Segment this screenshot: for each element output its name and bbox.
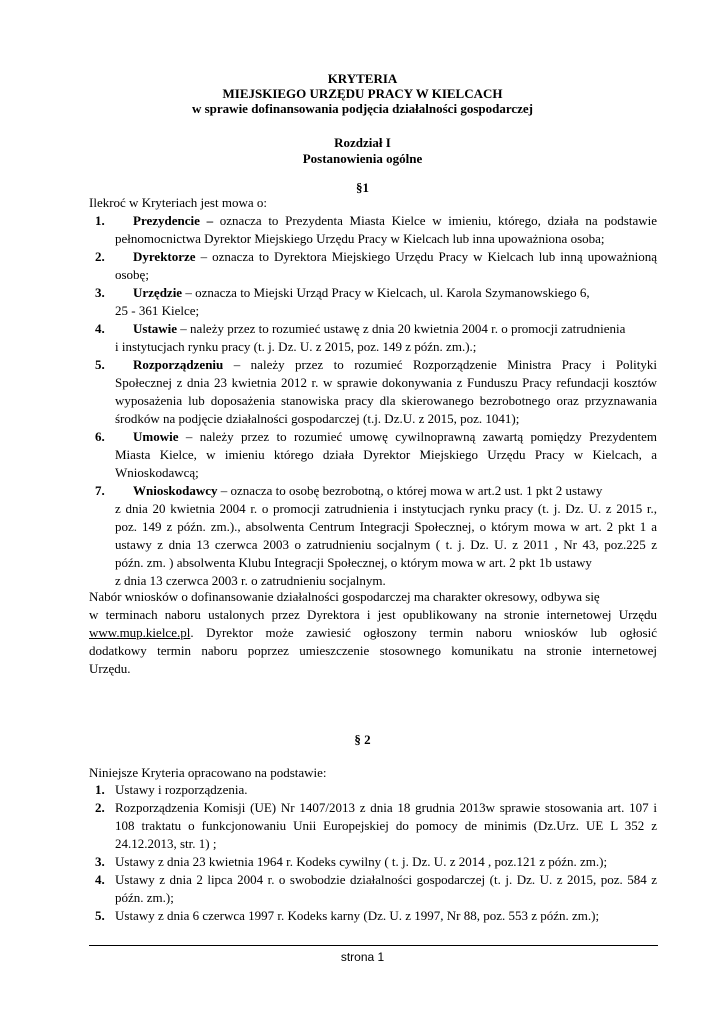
footer-divider bbox=[89, 945, 658, 946]
list-item-number: 5. bbox=[95, 908, 105, 923]
list-item-number: 1. bbox=[95, 213, 105, 228]
document-title: KRYTERIA bbox=[327, 71, 398, 86]
definition-text: – należy przez to rozumieć ustawę z dnia 20 kwietnia 2004 r. o promocji zatrudnienia bbox=[180, 321, 626, 336]
section-heading-2: § 2 bbox=[354, 732, 371, 747]
basis-item-line: 24.12.2013, str. 1) ; bbox=[115, 836, 217, 851]
section1-intro: Ilekroć w Kryteriach jest mowa o: bbox=[89, 195, 267, 210]
section-heading-1: §1 bbox=[356, 180, 369, 195]
paragraph-line: Urzędu. bbox=[89, 661, 131, 676]
definition-line: późn. zm. ) absolwenta Klubu Integracji Społecznej, o którym mowa w art. 2 pkt 1b ustawy bbox=[115, 555, 592, 570]
list-item-number: 3. bbox=[95, 285, 105, 300]
definition-text: – oznacza to Miejski Urząd Pracy w Kielcach, ul. Karola Szymanowskiego 6, bbox=[185, 285, 590, 300]
basis-item-line: późn. zm.); bbox=[115, 890, 174, 905]
definition-line: poz. 149 z późn. zm.)., absolwenta Centrum Integracji Społecznej, o którym mowa w art. 2 pkt 1 a bbox=[115, 519, 657, 534]
definition-term: Prezydencie – bbox=[133, 213, 214, 228]
definition-text: – należy przez to rozumieć umowę cywilnoprawną zawartą pomiędzy Prezydentem bbox=[185, 429, 658, 444]
paragraph-text: . Dyrektor może zawiesić ogłoszony termin naboru wniosków lub ogłosić bbox=[190, 625, 657, 640]
list-item-number: 5. bbox=[95, 357, 105, 372]
definition-item bbox=[133, 429, 657, 445]
list-item-number: 1. bbox=[95, 782, 105, 797]
list-item-number: 7. bbox=[95, 483, 105, 498]
definition-line: ustawy z dnia 13 czerwca 2003 o zatrudnieniu socjalnym ( t. j. Dz. U. z 2011 , Nr 43, poz.225 z bbox=[115, 537, 657, 552]
list-item-number: 2. bbox=[95, 800, 105, 815]
definition-line: 25 - 361 Kielce; bbox=[115, 303, 200, 318]
chapter-title: Postanowienia ogólne bbox=[302, 151, 423, 166]
basis-item: Ustawy z dnia 6 czerwca 1997 r. Kodeks karny (Dz. U. z 1997, Nr 88, poz. 553 z późn. zm.); bbox=[115, 908, 600, 923]
list-item-number: 4. bbox=[95, 872, 105, 887]
definition-line: wyposażenia lub doposażenia stanowiska pracy dla skierowanego bezrobotnego oraz przyznawania bbox=[115, 393, 657, 408]
basis-item: Rozporządzenia Komisji (UE) Nr 1407/2013 z dnia 18 grudnia 2013w sprawie stosowania art. 107 i bbox=[115, 800, 657, 815]
section2-intro: Niniejsze Kryteria opracowano na podstawie: bbox=[89, 765, 327, 780]
definition-line: i instytucjach rynku pracy (t. j. Dz. U. z 2015, poz. 149 z późn. zm.).; bbox=[115, 339, 477, 354]
website-link[interactable]: www.mup.kielce.pl bbox=[89, 625, 191, 640]
list-item-number: 4. bbox=[95, 321, 105, 336]
definition-item bbox=[133, 321, 625, 337]
definition-term: Ustawie bbox=[133, 321, 178, 336]
paragraph-line bbox=[89, 625, 657, 641]
paragraph-line: dodatkowy termin naboru poprzez umieszczenie stosownego komunikatu na stronie internetowej bbox=[89, 643, 657, 658]
definition-item bbox=[133, 249, 657, 265]
basis-item-line: 108 traktatu o funkcjonowaniu Unii Europejskiej do pomocy de minimis (Dz.Urz. UE L 352 z bbox=[115, 818, 657, 833]
paragraph-line: Nabór wniosków o dofinansowanie działalności gospodarczej ma charakter okresowy, odbywa się bbox=[89, 589, 600, 604]
definition-text: – należy przez to rozumieć Rozporządzenie Ministra Pracy i Polityki bbox=[233, 357, 657, 372]
definition-term: Urzędzie bbox=[133, 285, 183, 300]
list-item-number: 3. bbox=[95, 854, 105, 869]
definition-line: środków na podjęcie działalności gospodarczej (t.j. Dz.U. z 2015, poz. 1041); bbox=[115, 411, 520, 426]
definition-text: – oznacza to Dyrektora Miejskiego Urzędu Pracy w Kielcach lub inną upoważnioną bbox=[200, 249, 658, 264]
definition-term: Wnioskodawcy bbox=[133, 483, 218, 498]
definition-line: Społecznej z dnia 23 kwietnia 2012 r. w sprawie dokonywania z Funduszu Pracy refundacji kosztów bbox=[115, 375, 657, 390]
definition-item bbox=[133, 213, 657, 229]
document-subtitle: w sprawie dofinansowania podjęcia działalności gospodarczej bbox=[191, 101, 534, 116]
paragraph-line: w terminach naboru ustalonych przez Dyrektora i jest opublikowany na stronie internetowej Urzędu bbox=[89, 607, 657, 622]
list-item-number: 6. bbox=[95, 429, 105, 444]
definition-line: Wnioskodawcą; bbox=[115, 465, 199, 480]
basis-item: Ustawy i rozporządzenia. bbox=[115, 782, 248, 797]
definition-text: – oznacza to osobę bezrobotną, o której mowa w art.2 ust. 1 pkt 2 ustawy bbox=[220, 483, 603, 498]
definition-item bbox=[133, 357, 657, 373]
definition-line: Miasta Kielce, w imieniu którego działa Dyrektor Miejskiego Urzędu Pracy w Kielcach, a bbox=[115, 447, 657, 462]
list-item-number: 2. bbox=[95, 249, 105, 264]
definition-text: oznacza to Prezydenta Miasta Kielce w imieniu, którego, działa na podstawie bbox=[219, 213, 657, 228]
definition-line: osobę; bbox=[115, 267, 149, 282]
definition-term: Umowie bbox=[133, 429, 179, 444]
definition-item bbox=[133, 483, 602, 499]
definition-line: z dnia 13 czerwca 2003 r. o zatrudnieniu socjalnym. bbox=[115, 573, 386, 588]
chapter-heading: Rozdział I bbox=[334, 135, 391, 150]
definition-line: pełnomocnictwa Dyrektor Miejskiego Urzędu Pracy w Kielcach lub inna upoważniona osoba; bbox=[115, 231, 605, 246]
basis-item: Ustawy z dnia 23 kwietnia 1964 r. Kodeks cywilny ( t. j. Dz. U. z 2014 , poz.121 z późn. zm.); bbox=[115, 854, 608, 869]
page-number: strona 1 bbox=[340, 950, 385, 964]
definition-item bbox=[133, 285, 590, 301]
definition-term: Rozporządzeniu bbox=[133, 357, 224, 372]
definition-term: Dyrektorze bbox=[133, 249, 196, 264]
basis-item: Ustawy z dnia 2 lipca 2004 r. o swobodzie działalności gospodarczej (t. j. Dz. U. z 2015, poz. 584 z bbox=[115, 872, 657, 887]
document-title-line2: MIEJSKIEGO URZĘDU PRACY W KIELCACH bbox=[222, 86, 503, 101]
definition-line: z dnia 20 kwietnia 2004 r. o promocji zatrudnienia i instytucjach rynku pracy (t. j. Dz. U. z 2015 r., bbox=[115, 501, 657, 516]
